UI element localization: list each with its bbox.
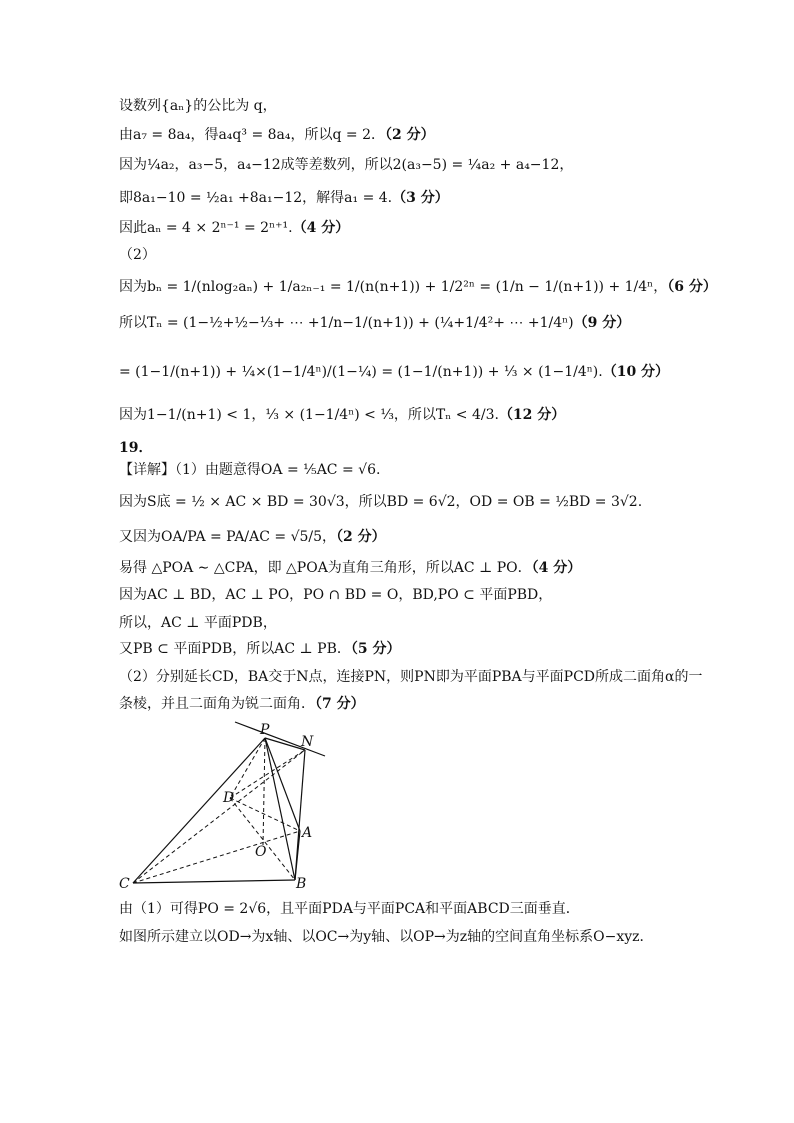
text-line-8 bbox=[119, 314, 630, 332]
text-line-2 bbox=[119, 126, 435, 144]
line-14-text: 又因为OA/PA = PA/AC = √5/5， bbox=[119, 529, 337, 545]
score-14: （2 分） bbox=[336, 529, 386, 545]
line-15-text: 易得 △POA ∼ △CPA，即 △POA为直角三角形，所以AC ⊥ PO． bbox=[119, 560, 532, 576]
edge-CB bbox=[133, 880, 295, 883]
edge-PN bbox=[265, 738, 305, 750]
edge-NB bbox=[295, 750, 305, 880]
text-line-1: 设数列{aₙ}的公比为 q， bbox=[119, 98, 277, 114]
text-line-18 bbox=[119, 640, 401, 658]
score-8: （9 分） bbox=[573, 315, 631, 331]
label-A: A bbox=[302, 825, 313, 841]
label-B: B bbox=[296, 876, 307, 890]
text-line-6: （2） bbox=[119, 247, 156, 263]
score-5: （4 分） bbox=[292, 220, 350, 236]
score-4: （3 分） bbox=[392, 190, 449, 206]
label-O: O bbox=[255, 844, 267, 860]
dashed-PD bbox=[230, 738, 265, 798]
pyramid-figure bbox=[115, 718, 350, 890]
text-line-12 bbox=[119, 461, 380, 479]
dashed-PO bbox=[263, 738, 265, 845]
line-7-text: 因为bₙ = 1/(nlog₂aₙ) + 1/a₂ₙ₋₁ = 1/(n(n+1)) + 1/2²ⁿ = (1/n − 1/(n+1)) + 1/4ⁿ， bbox=[119, 279, 668, 295]
score-20: （7 分） bbox=[315, 696, 365, 712]
line-18-text: 又PB ⊂ 平面PDB，所以AC ⊥ PB． bbox=[119, 641, 351, 657]
label-D: D bbox=[223, 790, 235, 806]
label-P: P bbox=[260, 722, 270, 738]
text-line-3: 因为¼a₂，a₃−5，a₄−12成等差数列，所以2(a₃−5) = ¼a₂ + a₄−12， bbox=[119, 157, 574, 173]
text-line-17: 所以，AC ⊥ 平面PDB， bbox=[119, 615, 277, 631]
line-20-text: 条棱，并且二面角为锐二面角． bbox=[119, 696, 315, 712]
line-5-text: 因此aₙ = 4 × 2ⁿ⁻¹ = 2ⁿ⁺¹. bbox=[119, 220, 293, 236]
dashed-DB bbox=[230, 798, 295, 880]
detail-tag: 【详解】 bbox=[119, 462, 175, 478]
text-line-20 bbox=[119, 695, 365, 713]
line-10-text: 因为1−1/(n+1) < 1，⅓ × (1−1/4ⁿ) < ⅓，所以Tₙ < 4/3. bbox=[119, 407, 499, 423]
text-line-13: 因为S底 = ½ × AC × BD = 30√3，所以BD = 6√2，OD = OB = ½BD = 3√2. bbox=[119, 494, 643, 510]
dashed-DN bbox=[230, 750, 305, 798]
text-line-7 bbox=[119, 278, 717, 296]
score-18: （5 分） bbox=[350, 641, 401, 657]
edge-PC bbox=[133, 738, 265, 883]
line-9-text: = (1−1/(n+1)) + ¼×(1−1/4ⁿ)/(1−¼) = (1−1/(n+1)) + ⅓ × (1−1/4ⁿ). bbox=[119, 364, 603, 380]
text-line-22: 如图所示建立以OD→为x轴、以OC→为y轴、以OP→为z轴的空间直角坐标系O−xyz． bbox=[119, 929, 654, 945]
text-line-9 bbox=[119, 363, 669, 381]
text-line-14 bbox=[119, 528, 386, 546]
text-line-4 bbox=[119, 189, 449, 207]
score-9: （10 分） bbox=[602, 364, 670, 380]
score-10: （12 分） bbox=[498, 407, 566, 423]
label-N: N bbox=[301, 734, 314, 750]
line-2-text: 由a₇ = 8a₄，得a₄q³ = 8a₄，所以q = 2． bbox=[119, 127, 385, 143]
score-15: （4 分） bbox=[531, 560, 582, 576]
text-line-16: 因为AC ⊥ BD，AC ⊥ PO，PO ∩ BD = O，BD,PO ⊂ 平面PBD， bbox=[119, 587, 553, 603]
label-C: C bbox=[119, 876, 130, 890]
score-7: （6 分） bbox=[667, 279, 717, 295]
dashed-CN bbox=[133, 750, 305, 883]
dashed-CA bbox=[133, 831, 300, 883]
question-number-19: 19． bbox=[119, 440, 153, 456]
line-8-text: 所以Tₙ = (1−½+½−⅓+ ⋯ +1/n−1/(n+1)) + (¼+1/4²+ ⋯ +1/4ⁿ) bbox=[119, 315, 574, 331]
line-4-text: 即8a₁−10 = ½a₁ +8a₁−12，解得a₁ = 4. bbox=[119, 190, 393, 206]
text-line-21: 由（1）可得PO = 2√6，且平面PDA与平面PCA和平面ABCD三面垂直． bbox=[119, 901, 580, 917]
text-line-10 bbox=[119, 406, 565, 424]
score-2: （2 分） bbox=[385, 127, 435, 143]
text-line-19: （2）分别延长CD，BA交于N点，连接PN，则PN即为平面PBA与平面PCD所成二面角α的一 bbox=[119, 669, 703, 685]
text-line-15 bbox=[119, 559, 581, 577]
text-line-5 bbox=[119, 219, 349, 237]
line-12-text: （1）由题意得OA = ⅕AC = √6. bbox=[175, 462, 381, 478]
